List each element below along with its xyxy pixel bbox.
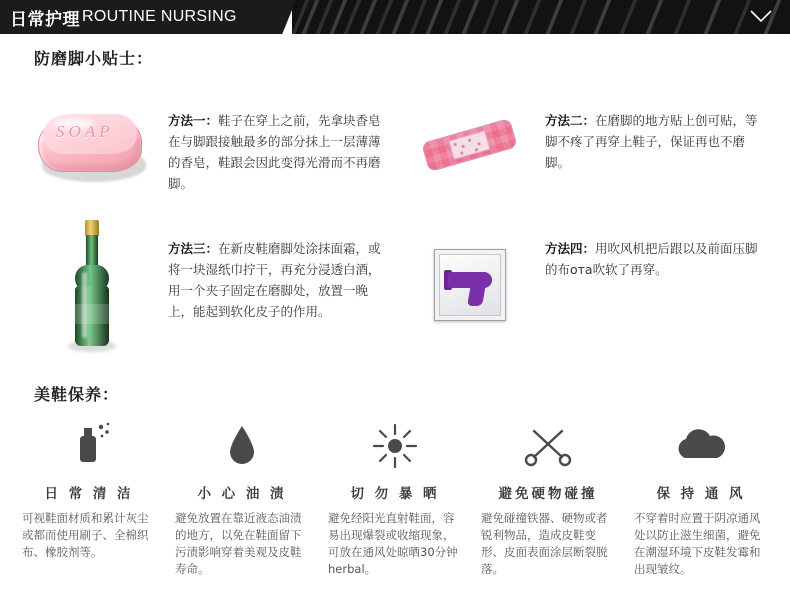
care-label-4: 避免硬物碰撞 — [498, 486, 598, 502]
tip-body-2: 在磨脚的地方贴上创可贴，等脚不疼了再穿上鞋子，保证再也不磨脚。 — [545, 113, 758, 170]
hairdryer-icon — [395, 230, 545, 340]
tip-text-2 — [545, 92, 766, 173]
bandage-icon — [395, 92, 545, 202]
tips-grid — [18, 92, 772, 340]
tip-item-1 — [18, 92, 395, 202]
care-desc-5: 不穿着时应置于阴凉通风处以防止滋生细菌，避免在潮湿环境下皮鞋发霉和出现皱纹。 — [634, 511, 761, 576]
tip-text-1 — [168, 92, 389, 194]
tip-item-2 — [395, 92, 772, 202]
scissors-icon — [522, 418, 574, 474]
tip-item-4 — [395, 230, 772, 340]
care-desc-3: 避免经阳光直射鞋面，容易出现爆裂或收缩现象，可放在通风处晾晒30分钟herbal。 — [328, 511, 458, 576]
care-label-2: 小 心 油 渍 — [197, 486, 287, 502]
care-item-5 — [632, 418, 770, 578]
care-item-2 — [173, 418, 311, 578]
soap-bar-icon — [18, 92, 168, 202]
header-stripe-pattern — [292, 0, 790, 34]
header-title-bar — [0, 0, 278, 34]
tip-label-1: 方法一： — [168, 113, 219, 128]
tip-text-4 — [545, 230, 766, 280]
soap-label-text: SOAP — [56, 122, 114, 141]
tip-label-2: 方法二： — [545, 113, 596, 128]
page-header — [0, 0, 790, 34]
tip-text-3 — [168, 230, 389, 322]
care-desc-1: 可视鞋面材质和累计灰尘或都而使用刷子、全棉织布、橡胶剂等。 — [22, 511, 149, 559]
header-title-cn: 日常护理 — [10, 9, 80, 30]
care-item-1 — [20, 418, 158, 578]
tip-label-3: 方法三： — [168, 241, 219, 256]
tip-body-3: 在新皮鞋磨脚处涂抹面霜，或将一块湿纸巾拧干，再充分浸透白酒，用一个夹子固定在磨脚处，放置一晚上，能起到软化皮子的作用。 — [168, 241, 381, 319]
spray-bottle-icon — [65, 418, 113, 474]
cloud-icon — [669, 418, 733, 474]
bottle-icon — [18, 230, 168, 340]
tip-label-4: 方法四： — [545, 241, 596, 256]
chevron-down-icon[interactable] — [750, 9, 772, 23]
tip-body-4: 用吹风机把后跟以及前面压脚的布ота吹软了再穿。 — [545, 241, 758, 277]
header-title-en: ROUTINE NURSING — [82, 8, 237, 25]
care-desc-2: 避免放置在靠近液态油渍的地方，以免在鞋面留下污渍影响穿着美观及皮鞋寿命。 — [175, 511, 302, 576]
care-section-title: 美鞋保养： — [34, 385, 120, 404]
tips-row-2 — [18, 230, 772, 340]
tips-section-title: 防磨脚小贴士： — [34, 49, 154, 68]
tips-row-1 — [18, 92, 772, 202]
care-item-4 — [479, 418, 617, 578]
care-item-3 — [326, 418, 464, 578]
care-items-row — [20, 418, 770, 578]
tip-item-3 — [18, 230, 395, 340]
care-desc-4: 避免碰撞铁器、硬物或者锐利物品，造成皮鞋变形、皮面表面涂层断裂脱落。 — [481, 511, 608, 576]
care-label-1: 日 常 清 洁 — [44, 486, 134, 502]
sun-icon — [370, 418, 420, 474]
tip-body-1: 鞋子在穿上之前，先拿块香皂在与脚跟接触最多的部分抹上一层薄薄的香皂，鞋跟会因此变得光滑而不再磨脚。 — [168, 113, 381, 191]
care-label-5: 保 持 通 风 — [656, 486, 746, 502]
water-drop-icon — [222, 418, 262, 474]
care-label-3: 切 勿 暴 晒 — [350, 486, 440, 502]
